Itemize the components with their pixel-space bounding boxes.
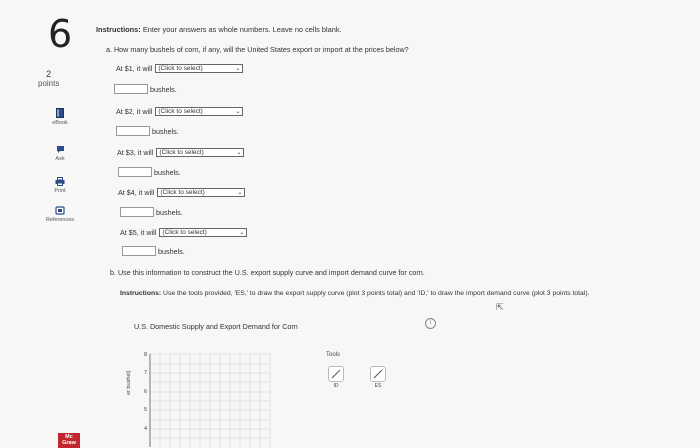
bushels-row-1 (114, 84, 177, 94)
part-a-question: a. How many bushels of corn, if any, will the United States export or import at the prices below? (106, 45, 409, 54)
references-button[interactable] (40, 206, 80, 223)
price-row-label: At $4, it will (118, 188, 155, 197)
y-tick-label: 7 (144, 370, 148, 376)
price-row-label: At $3, it will (117, 148, 154, 157)
references-label: References (45, 217, 75, 223)
ebook-button[interactable] (40, 108, 80, 126)
part-b-instructions-text: Use the tools provided, 'ES,' to draw the export supply curve (plot 3 points total) and 'ID,' to draw the import demand curve (plot 3 points total). (161, 290, 590, 297)
y-tick-label: 4 (144, 426, 148, 432)
bushels-unit: bushels. (150, 84, 177, 94)
instructions-text: Enter your answers as whole numbers. Leave no cells blank. (140, 25, 342, 34)
export-import-select-5[interactable]: (Click to select) ⌄ (159, 228, 247, 237)
y-axis-label: er bushel) (126, 370, 132, 395)
price-row-label: At $2, it will (116, 107, 153, 116)
mcgraw-hill-logo: Mc Graw (58, 433, 80, 448)
chat-bubble-icon (56, 145, 65, 154)
references-icon (55, 206, 65, 215)
bushels-row-3 (118, 167, 181, 177)
bushels-unit: bushels. (152, 126, 179, 136)
instructions-label: Instructions: (96, 25, 141, 34)
bushels-row-2 (116, 126, 179, 136)
bushels-row-4 (120, 207, 183, 217)
points-indicator (38, 70, 59, 88)
chevron-down-icon: ⌄ (236, 150, 242, 156)
part-b-question: b. Use this information to construct the U.S. export supply curve and import demand curve for corn. (110, 268, 425, 277)
info-icon[interactable]: i (425, 318, 436, 329)
line-tool-icon (328, 366, 344, 382)
bushels-input-3[interactable] (118, 167, 152, 177)
bushels-input-1[interactable] (114, 84, 148, 94)
bushels-input-5[interactable] (122, 246, 156, 256)
y-tick-label: 5 (144, 407, 148, 413)
graph-grid (150, 354, 270, 447)
export-import-select-2[interactable]: (Click to select) ⌄ (155, 107, 243, 116)
bushels-unit: bushels. (158, 246, 185, 256)
graph-title: U.S. Domestic Supply and Export Demand for Corn (134, 322, 298, 331)
price-row-5 (120, 228, 247, 237)
price-row-4 (118, 188, 245, 197)
part-b-instructions-label: Instructions: (120, 290, 162, 297)
points-label: points (38, 79, 60, 88)
printer-icon (55, 177, 65, 186)
tool-es-label: ES (374, 383, 382, 389)
export-import-select-4[interactable]: (Click to select) ⌄ (157, 188, 245, 197)
print-button[interactable] (40, 177, 80, 194)
supply-demand-graph[interactable] (132, 350, 292, 447)
line-tool-icon (370, 366, 386, 382)
tools-title: Tools (326, 352, 341, 358)
y-tick-label: 8 (144, 352, 148, 358)
bushels-input-2[interactable] (116, 126, 150, 136)
bushels-unit: bushels. (156, 207, 183, 217)
points-value: 2 (46, 69, 52, 79)
y-axis-ticks (144, 352, 147, 432)
ask-label: Ask (55, 156, 65, 162)
price-row-label: At $5, it will (120, 228, 157, 237)
question-number: 6 (48, 12, 73, 56)
left-rail (0, 0, 90, 447)
price-row-1 (116, 64, 243, 73)
y-tick-label: 6 (144, 389, 148, 395)
bushels-row-5 (122, 246, 185, 256)
bushels-input-4[interactable] (120, 207, 154, 217)
chevron-down-icon: ⌄ (239, 230, 245, 236)
part-b-instructions (120, 290, 620, 298)
tool-id-button[interactable] (328, 366, 344, 389)
tool-id-label: ID (333, 383, 339, 389)
ebook-label: eBook (52, 120, 68, 126)
print-label: Print (54, 188, 66, 194)
mouse-cursor-icon: ⇱ (496, 302, 504, 312)
book-icon (56, 108, 64, 118)
bushels-unit: bushels. (154, 167, 181, 177)
price-row-2 (116, 107, 243, 116)
export-import-select-3[interactable]: (Click to select) ⌄ (156, 148, 244, 157)
ask-button[interactable] (40, 145, 80, 162)
price-row-label: At $1, it will (116, 64, 153, 73)
chevron-down-icon: ⌄ (235, 66, 241, 72)
tool-es-button[interactable] (370, 366, 386, 389)
price-row-3 (117, 148, 244, 157)
export-import-select-1[interactable]: (Click to select) ⌄ (155, 64, 243, 73)
chevron-down-icon: ⌄ (235, 109, 241, 115)
instructions (96, 25, 342, 34)
chevron-down-icon: ⌄ (237, 190, 243, 196)
